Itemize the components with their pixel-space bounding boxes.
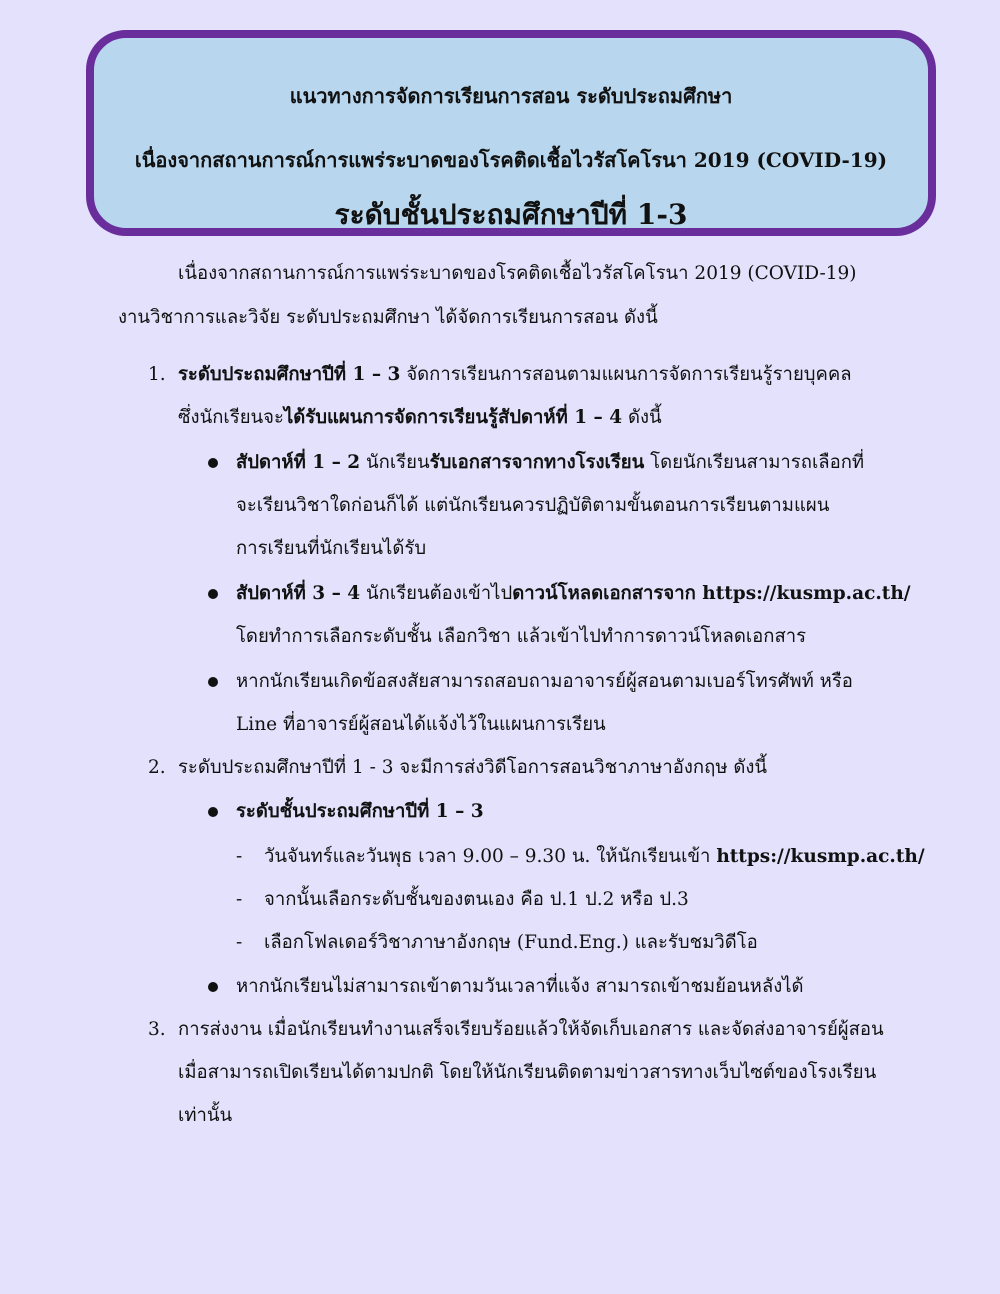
item-1-bullet-1-bold-2: รับเอกสารจากทางโรงเรียน (429, 452, 645, 473)
item-1-line-2 (178, 406, 662, 430)
intro-line-1: เนื่องจากสถานการณ์การแพร่ระบาดของโรคติดเชื้อไวรัสโคโรนา 2019 (COVID-19) (178, 263, 857, 284)
item-1-bullet-1-bold: สัปดาห์ที่ 1 – 2 (236, 452, 361, 473)
item-2-bullet-1 (236, 800, 484, 824)
item-1-line-1 (178, 363, 852, 387)
item-2-dash-1-url: https://kusmp.ac.th/ (716, 846, 925, 867)
banner-title-line-1: แนวทางการจัดการเรียนการสอน ระดับประถมศึกษา (289, 84, 733, 108)
bullet-icon (208, 982, 218, 992)
item-3-line-3: เท่านั้น (178, 1105, 233, 1126)
item-1-bullet-1-line-3: การเรียนที่นักเรียนได้รับ (236, 538, 427, 559)
bullet-icon (208, 589, 218, 599)
item-1-bold-1: ระดับประถมศึกษาปีที่ 1 – 3 (178, 364, 401, 385)
item-1-bullet-2-line-2: โดยทำการเลือกระดับชั้น เลือกวิชา แล้วเข้าไปทำการดาวน์โหลดเอกสาร (236, 626, 807, 647)
item-3-line-1: การส่งงาน เมื่อนักเรียนทำงานเสร็จเรียบร้อยแล้วให้จัดเก็บเอกสาร และจัดส่งอาจารย์ผู้สอน (178, 1019, 884, 1040)
item-2-bullet-2: หากนักเรียนไม่สามารถเข้าตามวันเวลาที่แจ้ง สามารถเข้าชมย้อนหลังได้ (236, 976, 804, 997)
item-1-number: 1. (148, 364, 166, 385)
banner-title-line-3: ระดับชั้นประถมศึกษาปีที่ 1-3 (334, 198, 688, 231)
item-2-number: 2. (148, 757, 166, 778)
bullet-icon (208, 677, 218, 687)
item-2-bullet-1-bold: ระดับชั้นประถมศึกษาปีที่ 1 – 3 (236, 801, 484, 822)
item-1-text-2a: ซึ่งนักเรียนจะ (178, 407, 284, 428)
item-1-bullet-3-line-1: หากนักเรียนเกิดข้อสงสัยสามารถสอบถามอาจารย์ผู้สอนตามเบอร์โทรศัพท์ หรือ (236, 671, 853, 692)
item-1-bullet-2-text-1: นักเรียนต้องเข้าไป (360, 583, 513, 604)
item-2-dash-3: - (236, 932, 243, 953)
bullet-icon (208, 807, 218, 817)
intro-line-2: งานวิชาการและวิจัย ระดับประถมศึกษา ได้จัดการเรียนการสอน ดังนี้ (118, 307, 658, 328)
item-2-line-1: ระดับประถมศึกษาปีที่ 1 - 3 จะมีการส่งวิดีโอการสอนวิชาภาษาอังกฤษ ดังนี้ (178, 757, 768, 778)
bullet-icon (208, 458, 218, 468)
item-1-bullet-1-text-2: โดยนักเรียนสามารถเลือกที่ (644, 452, 865, 473)
item-1-bullet-2-bold: สัปดาห์ที่ 3 – 4 (236, 583, 361, 604)
item-1-bullet-3-line-2: Line ที่อาจารย์ผู้สอนได้แจ้งไว้ในแผนการเรียน (236, 714, 606, 735)
item-2-dash-1-body: วันจันทร์และวันพุธ เวลา 9.00 – 9.30 น. ให้นักเรียนเข้า (264, 846, 717, 867)
item-1-bullet-1-line-2: จะเรียนวิชาใดก่อนก็ได้ แต่นักเรียนควรปฏิบัติตามขั้นตอนการเรียนตามแผน (236, 495, 830, 516)
item-1-bullet-1-text-1: นักเรียน (360, 452, 430, 473)
banner-title-line-2: เนื่องจากสถานการณ์การแพร่ระบาดของโรคติดเชื้อไวรัสโคโรนา 2019 (COVID-19) (134, 148, 888, 172)
item-2-dash-2-text: จากนั้นเลือกระดับชั้นของตนเอง คือ ป.1 ป.2 หรือ ป.3 (264, 889, 689, 910)
item-2-dash-2: - (236, 889, 243, 910)
item-1-text-1: จัดการเรียนการสอนตามแผนการจัดการเรียนรู้รายบุคคล (400, 364, 852, 385)
item-1-text-2b: ดังนี้ (622, 407, 662, 428)
item-1-bullet-2-line-1 (236, 582, 911, 606)
title-banner (86, 30, 936, 236)
item-2-dash-3-text: เลือกโฟลเดอร์วิชาภาษาอังกฤษ (Fund.Eng.) และรับชมวิดีโอ (264, 932, 758, 953)
item-1-bullet-2-bold-2: ดาวน์โหลดเอกสารจาก https://kusmp.ac.th/ (512, 583, 911, 604)
item-3-number: 3. (148, 1019, 166, 1040)
item-1-bold-2: ได้รับแผนการจัดการเรียนรู้สัปดาห์ที่ 1 – 4 (283, 407, 623, 428)
item-1-bullet-1-line-1 (236, 451, 864, 475)
item-2-dash-1-text (264, 845, 925, 869)
item-3-line-2: เมื่อสามารถเปิดเรียนได้ตามปกติ โดยให้นักเรียนติดตามข่าวสารทางเว็บไซต์ของโรงเรียน (178, 1062, 877, 1083)
item-2-dash-1: - (236, 846, 243, 867)
